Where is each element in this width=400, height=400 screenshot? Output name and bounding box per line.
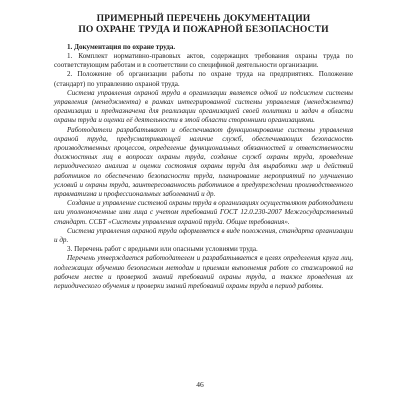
paragraph-1: 1. Комплект нормативно-правовых актов, содержащих требования охраны труда по соответствующим работам и в соответствии со спецификой деятельности организации. — [54, 52, 353, 70]
paragraph-2: 2. Положение об организации работы по охране труда на предприятиях. Положение (стандарт) по управлению охраной труда. — [54, 70, 353, 88]
heading-line-2: ПО ОХРАНЕ ТРУДА И ПОЖАРНОЙ БЕЗОПАСНОСТИ — [78, 24, 329, 36]
paragraph-4: Работодатели разрабатывают и обеспечивают функционирование системы управления охраной труда, предусматривающей наличие служб, обеспечивающих безопасность производственных процессов, определение функциональных обязанностей и ответственности должностных лиц в вопросах охраны труда, создание служб охраны труда, проведение периодического анализа и оценки состояния охраны труда для выработки мер и действий работников по обеспечению безопасности труда, планирование мероприятий по улучшению условий и охраны труда, заинтересованность работников в предупреждении производственного травматизма и профессиональных заболеваний и др. — [54, 125, 353, 199]
paragraph-3: Система управления охраной труда в организации является одной из подсистем системы управления (менеджмента) в рамках интегрированной системы управления (менеджмента) организации и предназначена для реализации организацией своей политики и задач в области охраны труда и оценки её деятельности в этой области сторонними организациями. — [54, 88, 353, 125]
heading-line-1: ПРИМЕРНЫЙ ПЕРЕЧЕНЬ ДОКУМЕНТАЦИИ — [96, 13, 311, 24]
paragraph-6: Система управления охраной труда оформляется в виде положения, стандарта организации и др. — [54, 226, 353, 245]
page-heading — [54, 13, 353, 36]
page-content — [54, 0, 353, 291]
paragraph-7: 3. Перечень работ с вредными или опасными условиями труда. — [67, 245, 258, 254]
paragraph-5: Создание и управление системой охраны труда в организациях осуществляют работодатели или уполномоченные ими лица с учетом требований ГОСТ 12.0.230-2007 Межгосударственный стандарт. ССБТ «Системы управления охраной труда. Общие требования». — [54, 199, 353, 226]
paragraph-8: Перечень утверждается работодателем и разрабатывается в целях определения круга лиц, подлежащих обучению безопасным методам и приемам выполнения работ со стажировкой на рабочем месте и проверкой знаний требований охраны труда, а также проведения их периодического обучения и проверки знаний требований охраны труда в период работы. — [54, 254, 353, 291]
section-title: 1. Документация по охране труда. — [67, 42, 176, 51]
page-number: 46 — [196, 380, 204, 389]
